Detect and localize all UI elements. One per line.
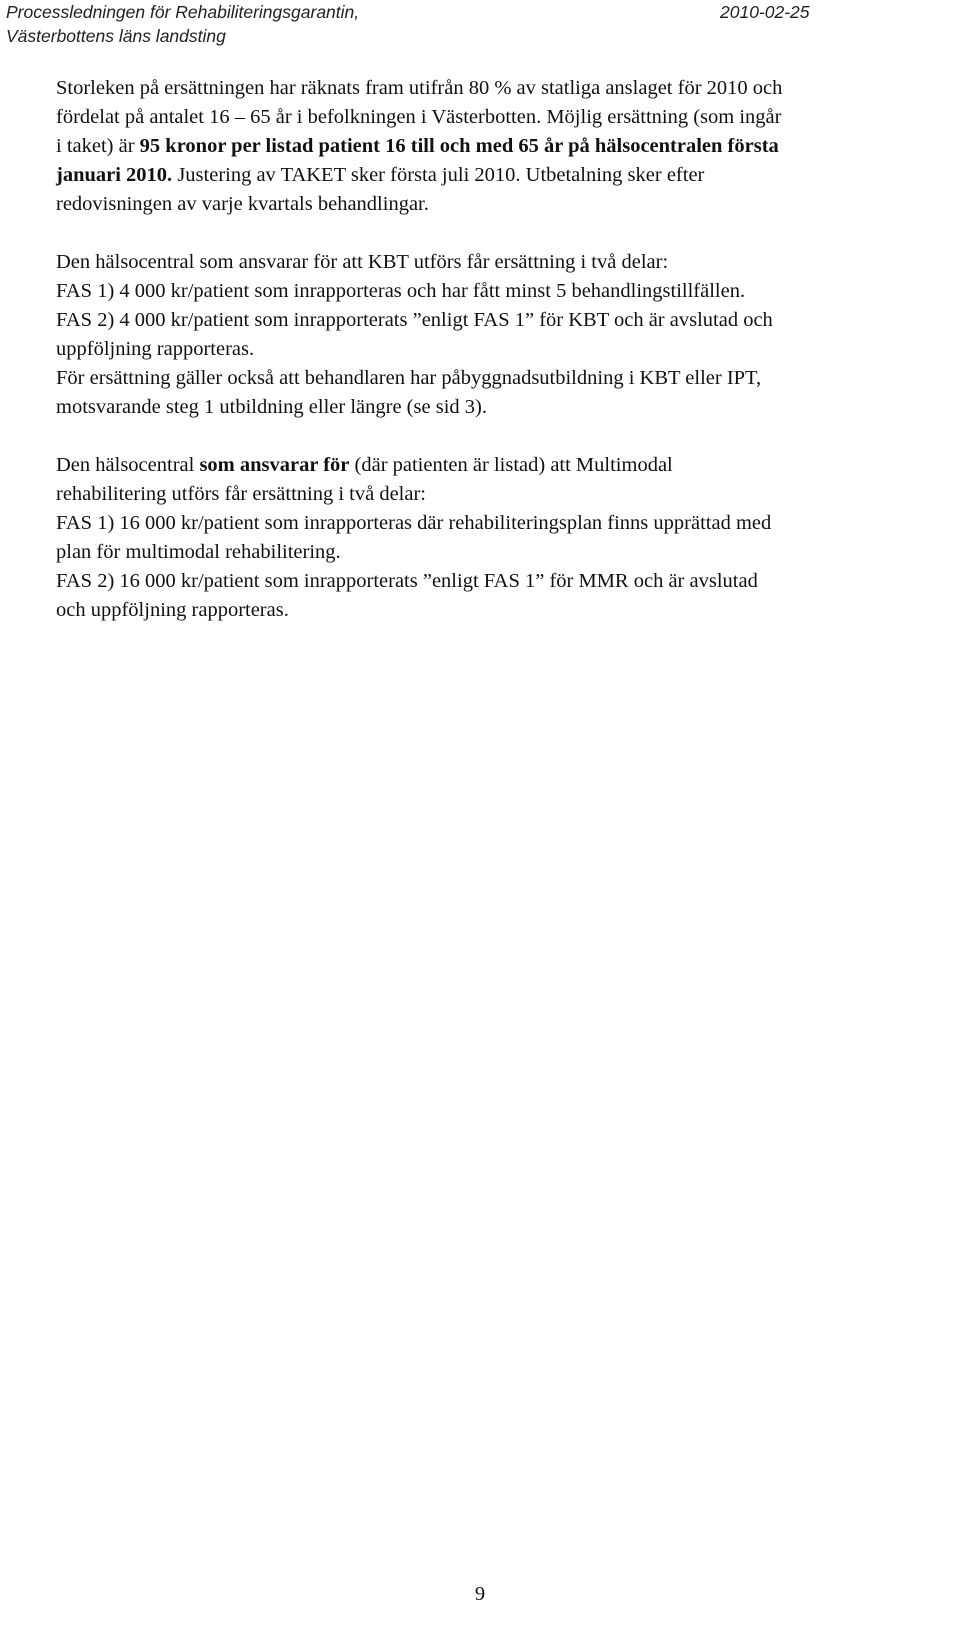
- text-line: Storleken på ersättningen har räknats fram utifrån 80 % av statliga anslaget för 2010 och: [56, 77, 783, 99]
- text-line: fördelat på antalet 16 – 65 år i befolkningen i Västerbotten. Möjlig ersättning (som ingår: [56, 106, 782, 128]
- text-line: rehabilitering utförs får ersättning i två delar:: [56, 483, 427, 505]
- text-span: i taket) är: [56, 135, 140, 157]
- paragraph-mmr-compensation: [56, 451, 946, 625]
- header-date: 2010-02-25: [720, 2, 810, 22]
- paragraph-gap: [56, 422, 946, 451]
- text-line: FAS 1) 16 000 kr/patient som inrapporteras där rehabiliteringsplan finns upprättad med: [56, 512, 772, 534]
- text-line: Den hälsocentral som ansvarar för att KBT utförs får ersättning i två delar:: [56, 251, 669, 273]
- text-line: uppföljning rapporteras.: [56, 338, 255, 360]
- text-line: FAS 2) 4 000 kr/patient som inrapporterats ”enligt FAS 1” för KBT och är avslutad och: [56, 309, 773, 331]
- text-line: FAS 1) 4 000 kr/patient som inrapporteras och har fått minst 5 behandlingstillfällen.: [56, 280, 746, 302]
- text-line: FAS 2) 16 000 kr/patient som inrapporterats ”enligt FAS 1” för MMR och är avslutad: [56, 570, 758, 592]
- text-line: [56, 132, 946, 161]
- document-body: [56, 74, 946, 625]
- text-line: och uppföljning rapporteras.: [56, 599, 289, 621]
- page-number: 9: [474, 1583, 486, 1605]
- paragraph-gap: [56, 219, 946, 248]
- text-line: plan för multimodal rehabilitering.: [56, 541, 341, 563]
- bold-text: 95 kronor per listad patient 16 till och med 65 år på hälsocentralen första: [139, 135, 779, 157]
- header-title: [6, 0, 359, 48]
- page-header: [0, 0, 960, 48]
- text-span: Den hälsocentral: [56, 454, 200, 476]
- bold-text: som ansvarar för: [199, 454, 350, 476]
- text-span: Justering av TAKET sker första juli 2010. Utbetalning sker efter: [172, 164, 705, 186]
- text-line: För ersättning gäller också att behandlaren har påbyggnadsutbildning i KBT eller IPT,: [56, 367, 762, 389]
- paragraph-compensation-size: [56, 74, 946, 219]
- header-title-line1: Processledningen för Rehabiliteringsgarantin,: [6, 2, 360, 22]
- text-line: [56, 451, 946, 480]
- paragraph-kbt-compensation: [56, 248, 946, 422]
- text-line: redovisningen av varje kvartals behandlingar.: [56, 193, 429, 215]
- header-title-line2: Västerbottens läns landsting: [6, 26, 226, 46]
- text-line: [56, 161, 946, 190]
- text-span: (där patienten är listad) att Multimodal: [349, 454, 673, 476]
- bold-text: januari 2010.: [56, 164, 173, 186]
- text-line: motsvarande steg 1 utbildning eller längre (se sid 3).: [56, 396, 487, 418]
